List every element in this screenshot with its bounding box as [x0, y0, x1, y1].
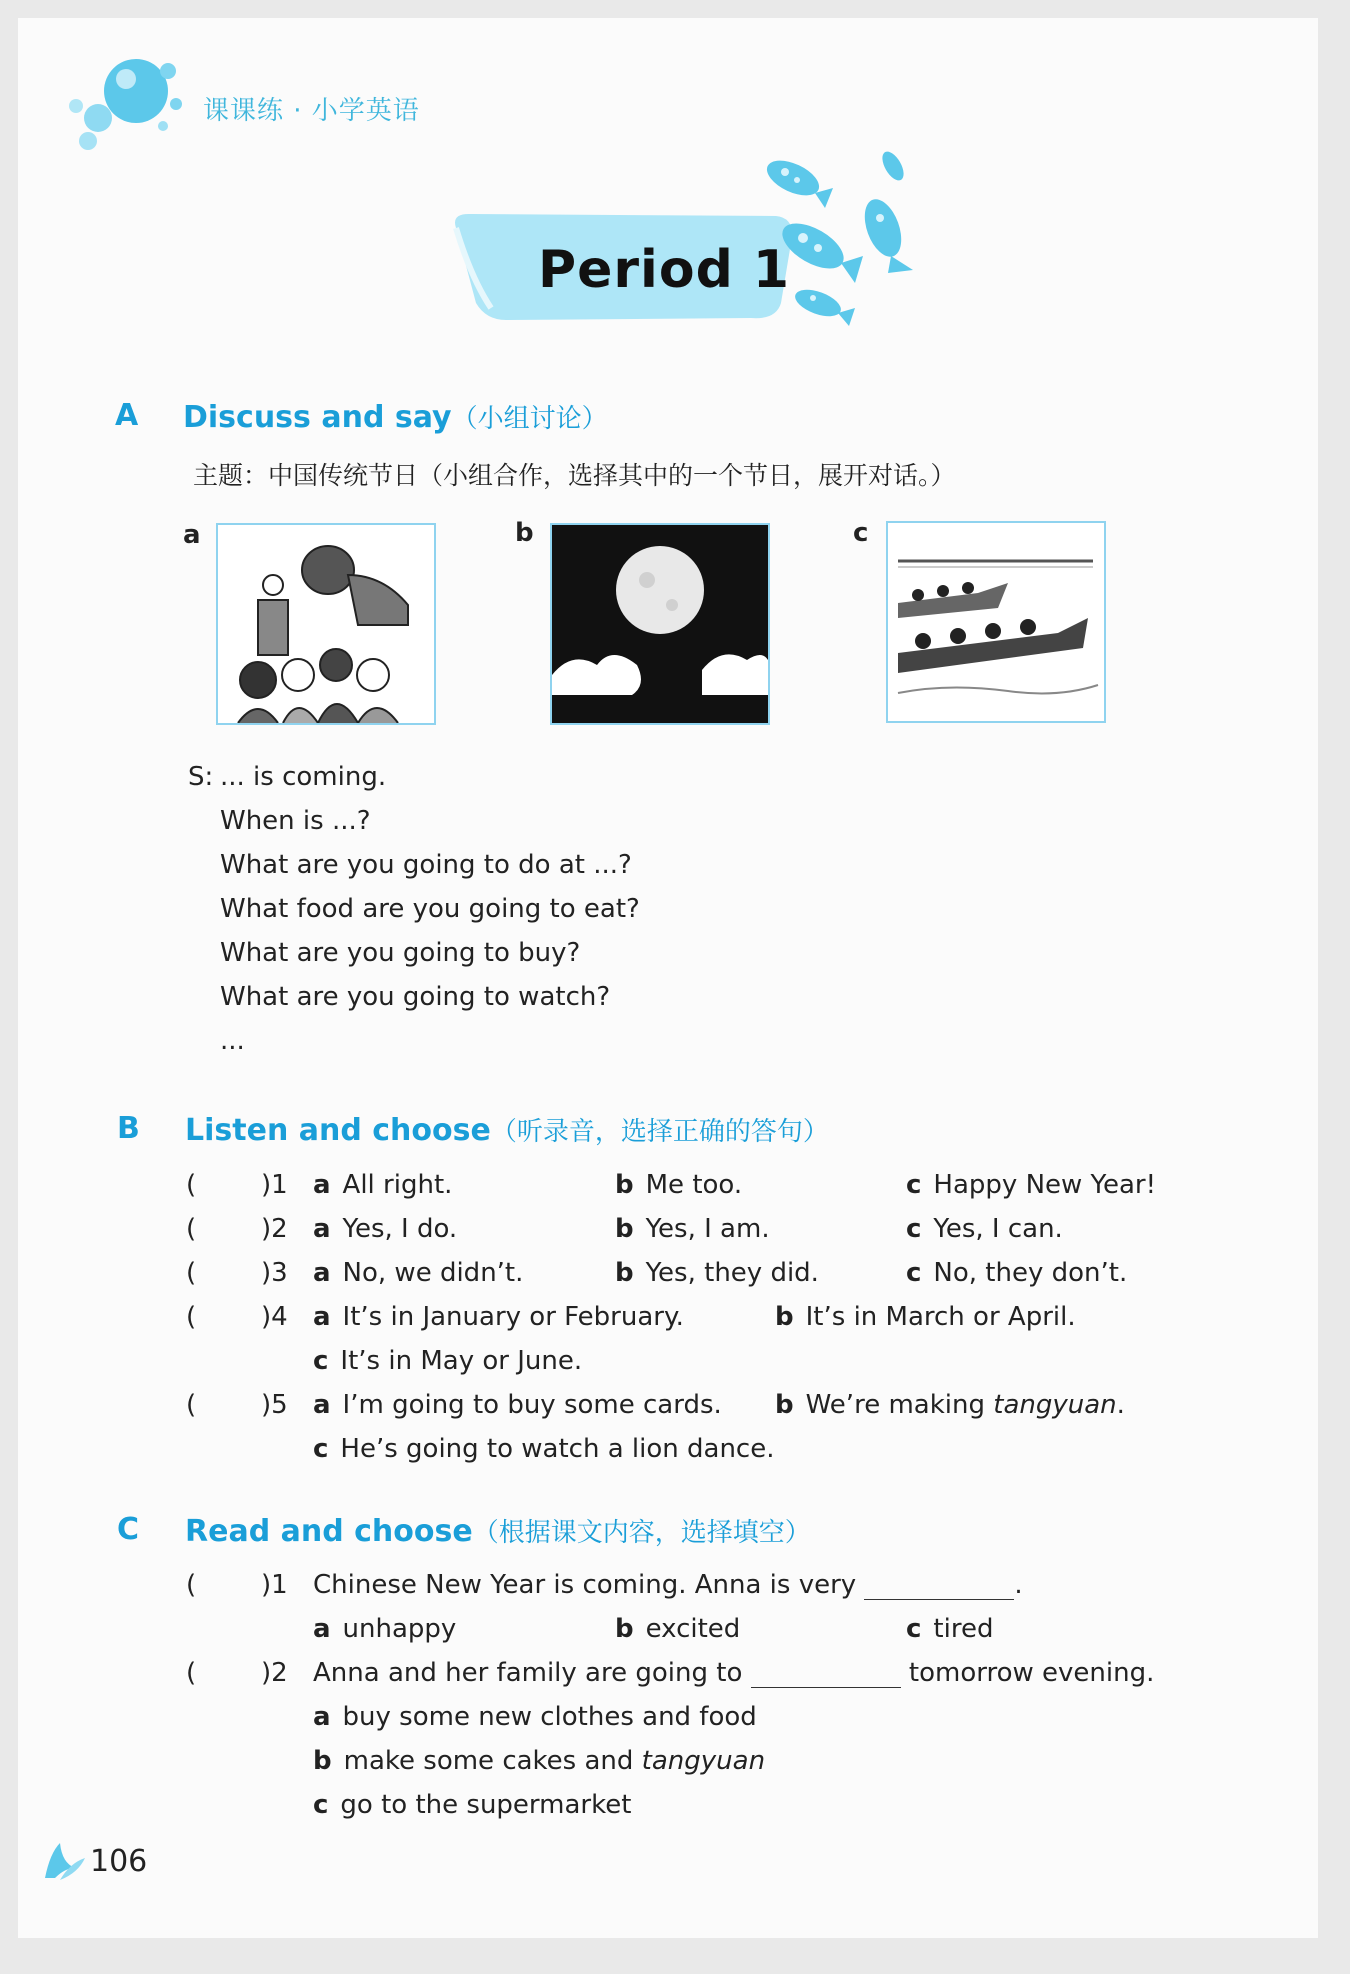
- image-label-b: b: [515, 518, 534, 548]
- answer-bracket[interactable]: (: [186, 1390, 197, 1420]
- leaf-icon: [40, 1838, 90, 1883]
- option-a: a Yes, I do.: [313, 1214, 458, 1244]
- answer-bracket[interactable]: (: [186, 1658, 197, 1688]
- option-c: c He’s going to watch a lion dance.: [313, 1434, 775, 1464]
- option-a: a No, we didn’t.: [313, 1258, 524, 1288]
- section-a-letter: A: [115, 398, 139, 433]
- option-c: c It’s in May or June.: [313, 1346, 583, 1376]
- section-c-letter: C: [117, 1512, 140, 1547]
- series-title: 课课练 · 小学英语: [203, 96, 420, 126]
- answer-bracket[interactable]: (: [186, 1214, 197, 1244]
- dialogue-line: What are you going to buy?: [220, 938, 581, 968]
- question-number: )1: [261, 1170, 288, 1200]
- option-c: c tired: [906, 1614, 994, 1644]
- page-number: 106: [90, 1844, 148, 1879]
- speaker-label: S:: [188, 762, 214, 792]
- question-number: )1: [261, 1570, 288, 1600]
- full-moon-picture: [550, 523, 770, 725]
- option-b: b excited: [615, 1614, 741, 1644]
- image-label-c: c: [853, 518, 869, 548]
- answer-bracket[interactable]: (: [186, 1170, 197, 1200]
- section-a-subtitle: （小组讨论）: [451, 404, 608, 434]
- option-a: a unhappy: [313, 1614, 457, 1644]
- option-a: a It’s in January or February.: [313, 1302, 684, 1332]
- option-c: c No, they don’t.: [906, 1258, 1128, 1288]
- option-b: b We’re making tangyuan.: [775, 1390, 1125, 1420]
- dialogue-line: What are you going to do at ...?: [220, 850, 632, 880]
- question-text: Anna and her family are going to tomorrow evening.: [313, 1658, 1155, 1688]
- fill-blank[interactable]: [864, 1575, 1014, 1600]
- fish-decoration: [763, 138, 933, 328]
- option-b: b Me too.: [615, 1170, 743, 1200]
- section-a-title: Discuss and say: [183, 400, 452, 435]
- section-b-title: Listen and choose: [185, 1113, 491, 1148]
- option-a: a I’m going to buy some cards.: [313, 1390, 722, 1420]
- dialogue-line: What food are you going to eat?: [220, 894, 640, 924]
- dialogue-line: What are you going to watch?: [220, 982, 611, 1012]
- dragon-boat-picture: [886, 521, 1106, 723]
- section-b-letter: B: [117, 1111, 140, 1146]
- dialogue-line: When is ...?: [220, 806, 371, 836]
- section-c-subtitle: （根据课文内容，选择填空）: [472, 1518, 811, 1548]
- option-b: b It’s in March or April.: [775, 1302, 1076, 1332]
- section-a-heading: [183, 398, 608, 435]
- option-c: c go to the supermarket: [313, 1790, 632, 1820]
- option-c: c Happy New Year!: [906, 1170, 1157, 1200]
- section-c-title: Read and choose: [185, 1514, 473, 1549]
- question-text: Chinese New Year is coming. Anna is very .: [313, 1570, 1023, 1600]
- answer-bracket[interactable]: (: [186, 1258, 197, 1288]
- question-number: )5: [261, 1390, 288, 1420]
- section-b-subtitle: （听录音，选择正确的答句）: [490, 1117, 829, 1147]
- option-a: a buy some new clothes and food: [313, 1702, 757, 1732]
- option-b: b Yes, they did.: [615, 1258, 819, 1288]
- section-a-topic: 主题：中国传统节日（小组合作，选择其中的一个节日，展开对话。）: [193, 461, 956, 490]
- question-number: )4: [261, 1302, 288, 1332]
- page-title: Period 1: [538, 240, 791, 300]
- answer-bracket[interactable]: (: [186, 1570, 197, 1600]
- option-b: b Yes, I am.: [615, 1214, 770, 1244]
- question-number: )2: [261, 1214, 288, 1244]
- question-number: )3: [261, 1258, 288, 1288]
- section-c-heading: [185, 1512, 811, 1549]
- lion-dance-picture: [216, 523, 436, 725]
- option-b: b make some cakes and tangyuan: [313, 1746, 766, 1776]
- option-c: c Yes, I can.: [906, 1214, 1063, 1244]
- bubbles-decoration: [48, 46, 198, 156]
- fill-blank[interactable]: [751, 1663, 901, 1688]
- question-number: )2: [261, 1658, 288, 1688]
- workbook-page: [18, 18, 1318, 1938]
- section-b-heading: [185, 1111, 829, 1148]
- option-a: a All right.: [313, 1170, 453, 1200]
- answer-bracket[interactable]: (: [186, 1302, 197, 1332]
- dialogue-line: ...: [220, 1026, 245, 1056]
- image-label-a: a: [183, 520, 201, 550]
- dialogue-line: ... is coming.: [220, 762, 387, 792]
